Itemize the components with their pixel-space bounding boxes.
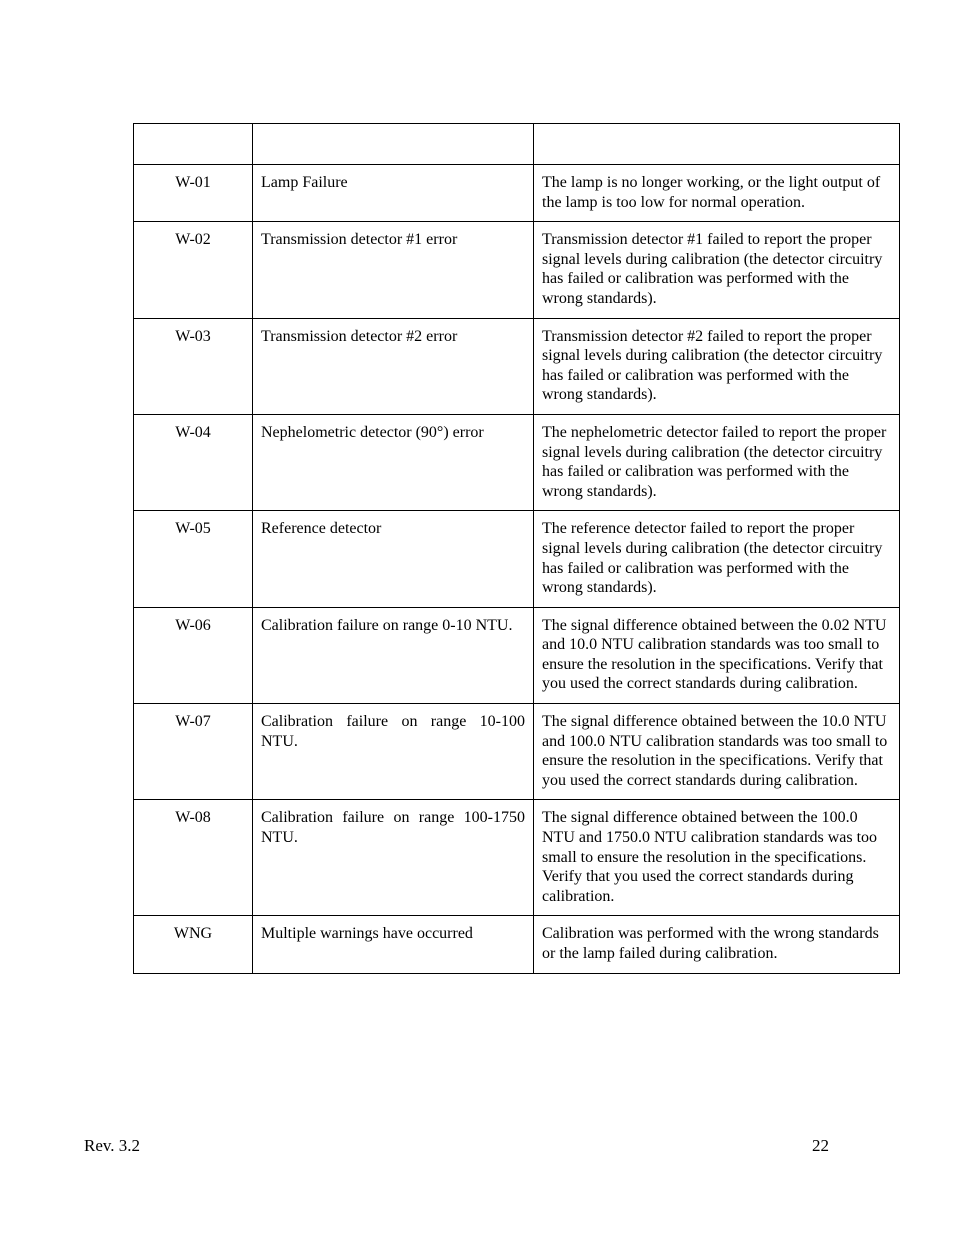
table-row [134, 414, 900, 510]
warning-description: Calibration failure on range 100-1750 NTU. [253, 800, 534, 916]
warnings-table [133, 123, 900, 974]
warning-description: Lamp Failure [253, 165, 534, 222]
warning-code: W-06 [134, 607, 253, 703]
warning-code: W-04 [134, 414, 253, 510]
warning-code: W-01 [134, 165, 253, 222]
footer-revision: Rev. 3.2 [84, 1136, 141, 1155]
warning-description: Nephelometric detector (90°) error [253, 414, 534, 510]
warning-code: W-07 [134, 704, 253, 800]
table-row [134, 704, 900, 800]
warning-explanation: The lamp is no longer working, or the light output of the lamp is too low for normal operation. [534, 165, 900, 222]
header-cell-explanation [534, 124, 900, 165]
warning-description: Multiple warnings have occurred [253, 916, 534, 973]
warning-explanation: The signal difference obtained between the 10.0 NTU and 100.0 NTU calibration standards was too small to ensure the resolution in the specifications. Verify that you used the correct standards during calibration. [534, 704, 900, 800]
table-row [134, 800, 900, 916]
header-cell-code [134, 124, 253, 165]
warning-explanation: Transmission detector #1 failed to report the proper signal levels during calibration (the detector circuitry has failed or calibration was performed with the wrong standards). [534, 222, 900, 318]
table-row [134, 165, 900, 222]
warning-description: Transmission detector #2 error [253, 318, 534, 414]
warning-code: W-03 [134, 318, 253, 414]
header-cell-description [253, 124, 534, 165]
warning-description: Calibration failure on range 0-10 NTU. [253, 607, 534, 703]
warning-explanation: The signal difference obtained between the 0.02 NTU and 10.0 NTU calibration standards was too small to ensure the resolution in the specifications. Verify that you used the correct standards during calibration. [534, 607, 900, 703]
warning-explanation: Calibration was performed with the wrong standards or the lamp failed during calibration. [534, 916, 900, 973]
footer-page-number: 22 [812, 1136, 829, 1155]
table-header-row [134, 124, 900, 165]
warning-description: Reference detector [253, 511, 534, 607]
table-row [134, 511, 900, 607]
warning-explanation: Transmission detector #2 failed to report the proper signal levels during calibration (the detector circuitry has failed or calibration was performed with the wrong standards). [534, 318, 900, 414]
warning-code: WNG [134, 916, 253, 973]
table-row [134, 222, 900, 318]
warning-explanation: The reference detector failed to report the proper signal levels during calibration (the detector circuitry has failed or calibration was performed with the wrong standards). [534, 511, 900, 607]
warning-code: W-05 [134, 511, 253, 607]
warning-code: W-08 [134, 800, 253, 916]
table-row [134, 607, 900, 703]
warning-description: Transmission detector #1 error [253, 222, 534, 318]
warning-description: Calibration failure on range 10-100 NTU. [253, 704, 534, 800]
warning-explanation: The signal difference obtained between the 100.0 NTU and 1750.0 NTU calibration standards was too small to ensure the resolution in the specifications. Verify that you used the correct standards during calibration. [534, 800, 900, 916]
table-row [134, 916, 900, 973]
table-row [134, 318, 900, 414]
warning-code: W-02 [134, 222, 253, 318]
warning-explanation: The nephelometric detector failed to report the proper signal levels during calibration (the detector circuitry has failed or calibration was performed with the wrong standards). [534, 414, 900, 510]
